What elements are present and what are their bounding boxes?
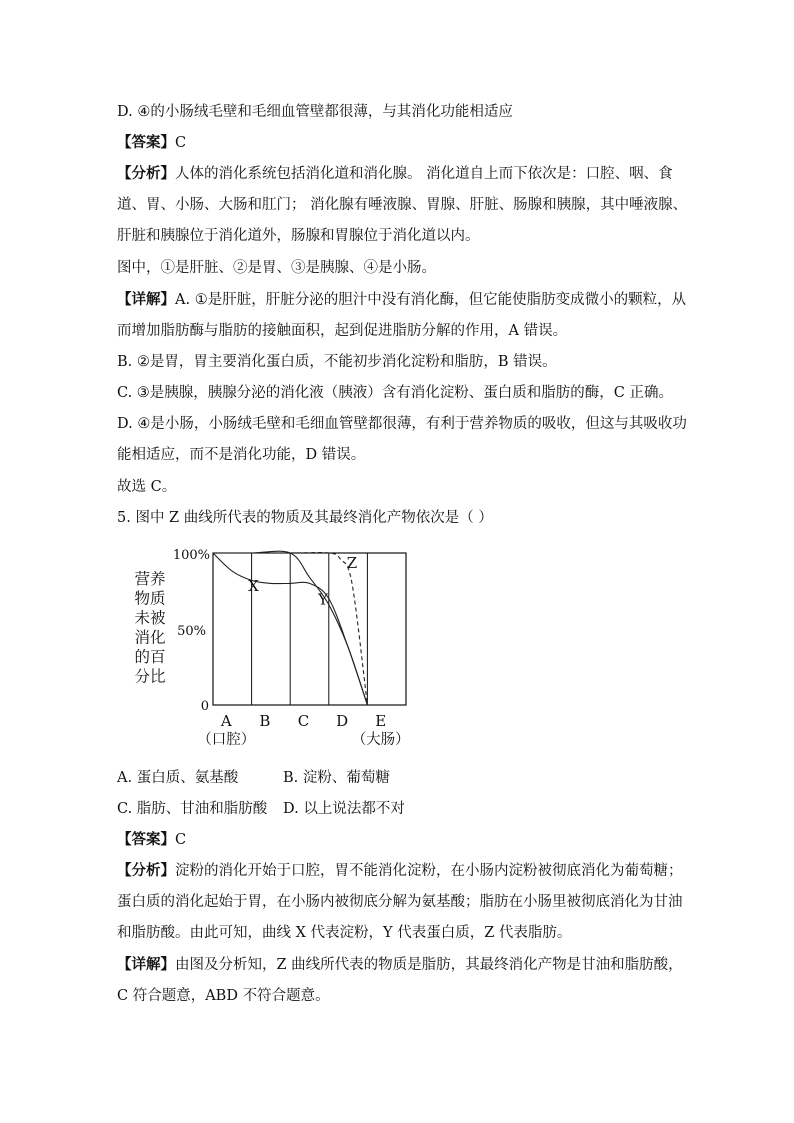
x-tick-label: D: [336, 712, 349, 730]
detail-label: 【详解】: [117, 291, 175, 308]
analysis-text: 淀粉的消化开始于口腔，胃不能消化淀粉，在小肠内淀粉被彻底消化为葡萄糖；: [175, 863, 683, 879]
answer-label: 【答案】: [117, 831, 175, 848]
analysis-text: 人体的消化系统包括消化道和消化腺。 消化道自上而下依次是：口腔、咽、食: [175, 166, 673, 182]
q4-option-d: D. ④的小肠绒毛壁和毛细血管壁都很薄，与其消化功能相适应: [117, 104, 513, 120]
q4-detail-line-5: D. ④是小肠，小肠绒毛壁和毛细血管壁都很薄，有利于营养物质的吸收，但这与其吸收功: [117, 416, 687, 432]
q5-detail-line-1: [117, 955, 683, 975]
q5-analysis-line-3: 和脂肪酸。由此可知，曲线 X 代表淀粉，Y 代表蛋白质，Z 代表脂肪。: [117, 925, 572, 941]
q4-detail-line-1: [117, 290, 686, 310]
y-tick-label: 100%: [172, 548, 210, 563]
analysis-label: 【分析】: [117, 862, 175, 879]
y-axis-label: [134, 569, 166, 686]
q4-detail-line-6: 能相适应，而不是消化功能，D 错误。: [117, 447, 366, 463]
answer-value: C: [175, 135, 187, 151]
y-label-line: 消化: [134, 628, 166, 647]
series-labels: [248, 554, 357, 608]
detail-text: 由图及分析知，Z 曲线所代表的物质是脂肪，其最终消化产物是甘油和脂肪酸，: [175, 957, 683, 973]
x-tick-label: C: [297, 712, 310, 730]
x-tick-label: B: [259, 712, 271, 730]
q5-analysis-line-1: [117, 861, 683, 881]
detail-label: 【详解】: [117, 956, 175, 973]
q5-option-a: A. 蛋白质、氨基酸: [117, 770, 239, 786]
q5-option-d: D. 以上说法都不对: [283, 801, 405, 817]
q4-analysis-line-3: 肝脏和胰腺位于消化道外，肠腺和胃腺位于消化道以内。: [117, 228, 480, 244]
series-label-x: X: [248, 577, 259, 595]
q4-detail-line-4: C. ③是胰腺，胰腺分泌的消化液（胰液）含有消化淀粉、蛋白质和脂肪的酶，C 正确。: [117, 385, 673, 401]
y-tick-label: 0: [200, 699, 209, 714]
digestion-chart: [130, 540, 430, 750]
q5-detail-line-2: C 符合题意，ABD 不符合题意。: [117, 988, 330, 1004]
q5-option-b: B. 淀粉、葡萄糖: [283, 770, 390, 786]
q4-detail-line-3: B. ②是胃，胃主要消化蛋白质，不能初步消化淀粉和脂肪，B 错误。: [117, 354, 557, 370]
q5-analysis-line-2: 蛋白质的消化起始于胃，在小肠内被彻底分解为氨基酸；脂肪在小肠里被彻底消化为甘油: [117, 894, 683, 910]
y-label-line: 的百: [134, 648, 166, 666]
analysis-label: 【分析】: [117, 165, 175, 182]
q4-answer: [117, 133, 186, 153]
y-label-line: 物质: [134, 589, 166, 608]
x-tick-note: （口腔）: [197, 732, 256, 748]
q4-conclusion: 故选 C。: [117, 479, 177, 495]
detail-text: A. ①是肝脏，肝脏分泌的胆汁中没有消化酶，但它能使脂肪变成微小的颗粒，从: [175, 292, 687, 308]
x-tick-labels: [197, 712, 409, 748]
q4-figure-note: 图中，①是肝脏、②是胃、③是胰腺、④是小肠。: [117, 260, 436, 276]
x-tick-label: A: [220, 712, 232, 730]
answer-label: 【答案】: [117, 134, 175, 151]
series-label-y: Y: [318, 590, 328, 609]
q4-detail-line-2: 而增加脂肪酶与脂肪的接触面积，起到促进脂肪分解的作用，A 错误。: [117, 323, 568, 339]
q5-stem: 5. 图中 Z 曲线所代表的物质及其最终消化产物依次是（ ）: [117, 510, 493, 526]
series-label-z: Z: [346, 554, 358, 573]
plot-frame: [213, 553, 406, 705]
x-tick-note: （大肠）: [351, 732, 410, 748]
x-tick-label: E: [375, 712, 387, 730]
answer-value: C: [175, 832, 187, 848]
q5-answer: [117, 830, 186, 850]
q4-analysis-line-1: [117, 164, 673, 184]
y-label-line: 分比: [134, 667, 166, 686]
y-label-line: 未被: [134, 609, 166, 627]
y-tick-label: 50%: [177, 624, 206, 639]
y-label-line: 营养: [134, 570, 166, 588]
q4-analysis-line-2: 道、胃、小肠、大肠和肛门； 消化腺有唾液腺、胃腺、肝脏、肠腺和胰腺，其中唾液腺、: [117, 197, 688, 213]
q5-option-c: C. 脂肪、甘油和脂肪酸: [117, 801, 268, 817]
